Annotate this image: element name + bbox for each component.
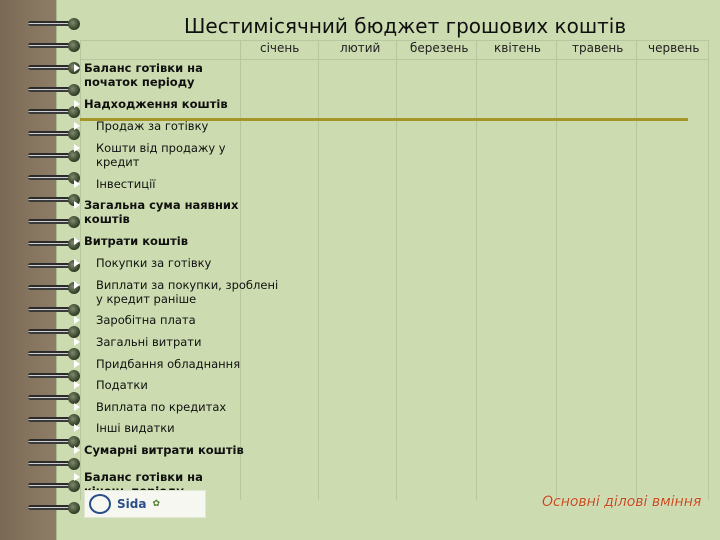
bullet-icon — [74, 100, 80, 108]
month-header: травень — [572, 41, 624, 55]
month-header: квітень — [494, 41, 541, 55]
spiral-ring-icon — [28, 238, 80, 250]
month-header: лютий — [340, 41, 381, 55]
sponsor-logos — [84, 490, 206, 518]
grid-line — [80, 41, 81, 500]
row-label: Виплати за покупки, зроблені у кредит раніше — [96, 278, 279, 306]
row-label: Витрати коштів — [84, 234, 189, 248]
spiral-ring-icon — [28, 62, 80, 74]
row-label: Надходження коштів — [84, 97, 228, 111]
bullet-icon — [74, 259, 80, 267]
row-label: Інші видатки — [96, 421, 175, 435]
month-header: березень — [410, 41, 469, 55]
sida-logo: Sida — [117, 497, 147, 511]
bullet-icon — [74, 316, 80, 324]
spiral-ring-icon — [28, 502, 80, 514]
spiral-ring-icon — [28, 458, 80, 470]
bullet-icon — [74, 281, 80, 289]
month-header: січень — [260, 41, 300, 55]
spiral-ring-icon — [28, 128, 80, 140]
bullet-icon — [74, 403, 80, 411]
spiral-ring-icon — [28, 150, 80, 162]
spiral-ring-icon — [28, 326, 80, 338]
row-label: Заробітна плата — [96, 313, 196, 327]
month-header: червень — [648, 41, 700, 55]
grid-line — [396, 41, 397, 500]
bullet-icon — [74, 144, 80, 152]
row-label: Інвестиції — [96, 177, 156, 191]
spiral-ring-icon — [28, 480, 80, 492]
row-label: Кошти від продажу у кредит — [96, 141, 226, 169]
row-label: Сумарні витрати коштів — [84, 443, 244, 457]
bullet-icon — [74, 338, 80, 346]
spiral-ring-icon — [28, 194, 80, 206]
spiral-ring-icon — [28, 172, 80, 184]
spiral-ring-icon — [28, 84, 80, 96]
row-label: Покупки за готівку — [96, 256, 212, 270]
grid-line — [240, 41, 241, 500]
spiral-ring-icon — [28, 106, 80, 118]
footer-caption: Основні ділові вміння — [542, 494, 702, 510]
bullet-icon — [74, 237, 80, 245]
spiral-ring-icon — [28, 216, 80, 228]
bullet-icon — [74, 122, 80, 130]
spiral-ring-icon — [28, 392, 80, 404]
row-label: Загальні витрати — [96, 335, 202, 349]
grid-line — [556, 41, 557, 500]
grid-line — [476, 41, 477, 500]
bullet-icon — [74, 446, 80, 454]
bullet-icon — [74, 180, 80, 188]
row-label: Продаж за готівку — [96, 119, 209, 133]
ilo-logo-icon — [89, 494, 111, 514]
row-label: Придбання обладнання — [96, 357, 241, 371]
row-label: Загальна сума наявних коштів — [84, 198, 239, 226]
spiral-ring-icon — [28, 40, 80, 52]
spiral-ring-icon — [28, 370, 80, 382]
partner-logo-icon: ✿ — [152, 499, 160, 509]
spiral-ring-icon — [28, 414, 80, 426]
spiral-ring-icon — [28, 436, 80, 448]
row-label: Баланс готівки на — [84, 470, 203, 484]
row-label: Виплата по кредитах — [96, 400, 227, 414]
spiral-ring-icon — [28, 282, 80, 294]
row-label: Податки — [96, 378, 148, 392]
page-title: Шестимісячний бюджет грошових коштів — [184, 14, 627, 38]
grid-line — [80, 59, 708, 60]
bullet-icon — [74, 201, 80, 209]
bullet-icon — [74, 424, 80, 432]
bullet-icon — [74, 360, 80, 368]
bullet-icon — [74, 64, 80, 72]
spiral-ring-icon — [28, 348, 80, 360]
spiral-ring-icon — [28, 18, 80, 30]
grid-line — [318, 41, 319, 500]
grid-line — [636, 41, 637, 500]
bullet-icon — [74, 381, 80, 389]
spiral-ring-icon — [28, 304, 80, 316]
row-label: Баланс готівки на початок періоду — [84, 61, 203, 89]
spiral-ring-icon — [28, 260, 80, 272]
bullet-icon — [74, 473, 80, 481]
